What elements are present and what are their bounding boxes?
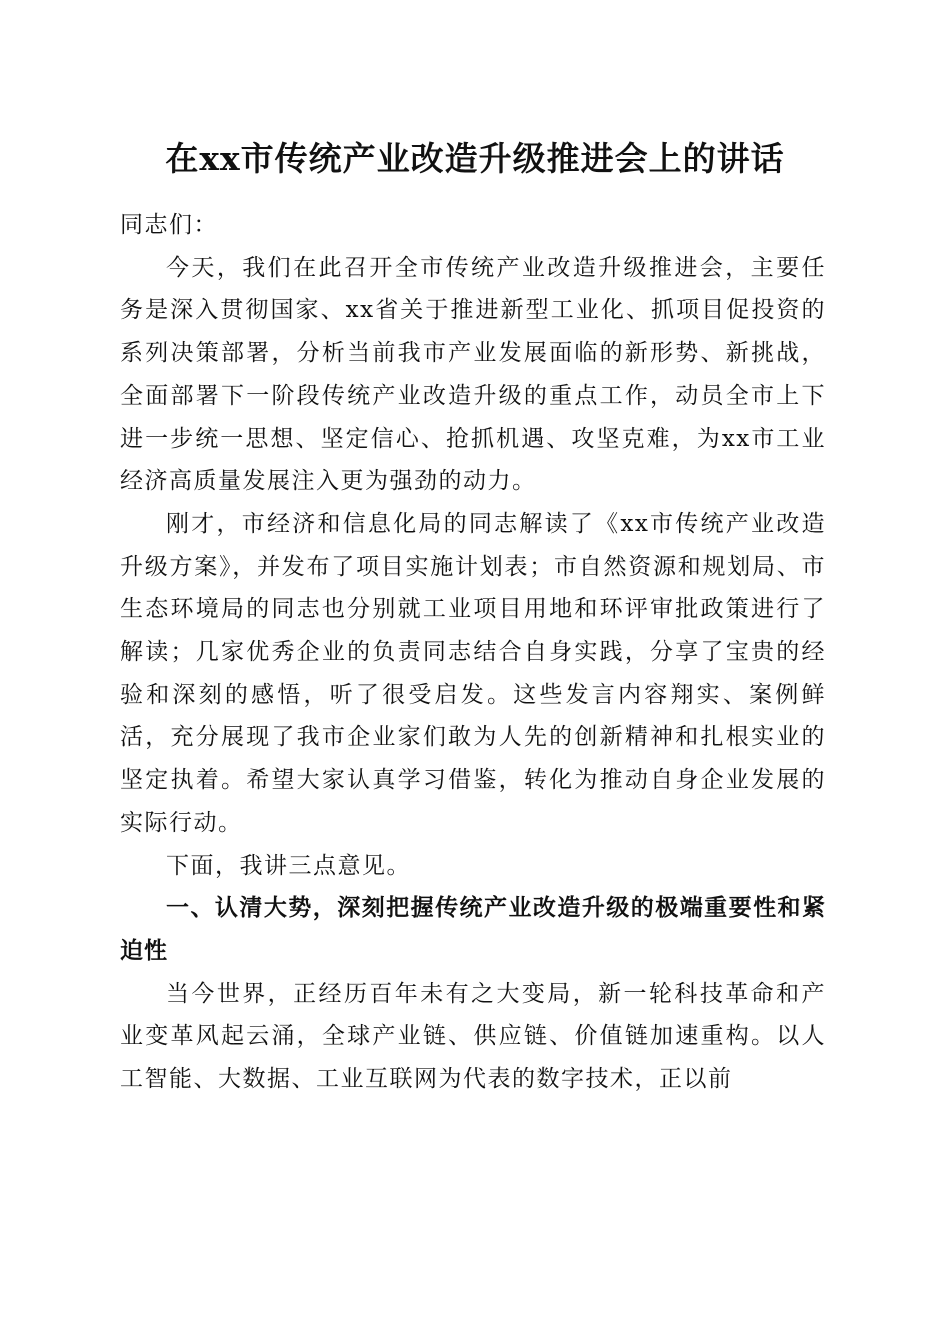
paragraph-section-one: 当今世界，正经历百年未有之大变局，新一轮科技革命和产业变革风起云涌，全球产业链、供应链、价值链加速重构。以人工智能、大数据、工业互联网为代表的数字技术，正以前 — [120, 980, 826, 1093]
section-heading: 一、认清大势，深刻把握传统产业改造升级的极端重要性和紧迫性 — [120, 895, 826, 964]
document-title: 在xx市传统产业改造升级推进会上的讲话 — [165, 139, 785, 178]
salutation: 同志们： — [120, 212, 218, 238]
paragraph-opening: 今天，我们在此召开全市传统产业改造升级推进会，主要任务是深入贯彻国家、xx省关于推进新型工业化、抓项目促投资的系列决策部署，分析当前我市产业发展面临的新形势、新挑战，全面部署下一阶段传统产业改造升级的重点工作，动员全市上下进一步统一思想、坚定信心、抢抓机遇、攻坚克难，为xx市工业经济高质量发展注入更为强劲的动力。 — [120, 254, 826, 495]
paragraph-review: 刚才，市经济和信息化局的同志解读了《xx市传统产业改造升级方案》，并发布了项目实施计划表；市自然资源和规划局、市生态环境局的同志也分别就工业项目用地和环评审批政策进行了解读；几家优秀企业的负责同志结合自身实践，分享了宝贵的经验和深刻的感悟，听了很受启发。这些发言内容翔实、案例鲜活，充分展现了我市企业家们敢为人先的创新精神和扎根实业的坚定执着。希望大家认真学习借鉴，转化为推动自身企业发展的实际行动。 — [120, 510, 826, 836]
document-body — [120, 204, 826, 1101]
paragraph-transition: 下面，我讲三点意见。 — [166, 852, 411, 879]
